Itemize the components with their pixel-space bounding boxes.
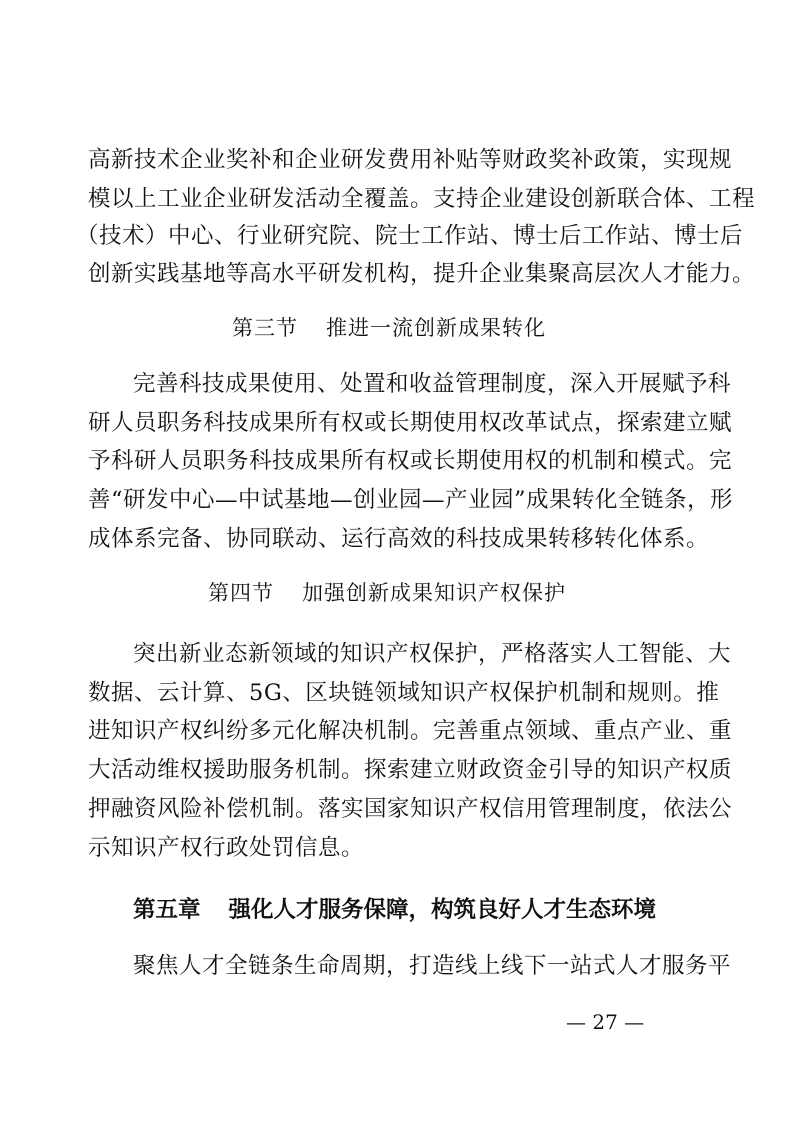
chapter-5-title: 强化人才服务保障，构筑良好人才生态环境 (228, 897, 657, 923)
section-3-title: 推进一流创新成果转化 (326, 316, 546, 340)
paragraph-3-line-2: 数据、云计算、5G、区块链领域知识产权保护机制和规则。推 (88, 680, 720, 706)
chapter-5-heading (133, 896, 656, 924)
section-4-heading (208, 579, 566, 607)
page-number: — 27 — (566, 1010, 645, 1034)
paragraph-1-line-2: 模以上工业企业研发活动全覆盖。支持企业建设创新联合体、工程 (88, 186, 756, 212)
paragraph-3-line-6: 示知识产权行政处罚信息。 (88, 835, 365, 861)
paragraph-1-line-4: 创新实践基地等高水平研发机构，提升企业集聚高层次人才能力。 (88, 261, 756, 287)
section-3-number: 第三节 (232, 316, 298, 340)
paragraph-2-line-3: 予科研人员职务科技成果所有权或长期使用权的机制和模式。完 (88, 448, 733, 474)
paragraph-3-line-1: 突出新业态新领域的知识产权保护，严格落实人工智能、大 (133, 641, 732, 667)
paragraph-2-line-2: 研人员职务科技成果所有权或长期使用权改革试点，探索建立赋 (88, 410, 733, 436)
section-4-title: 加强创新成果知识产权保护 (302, 581, 566, 605)
paragraph-2-line-1: 完善科技成果使用、处置和收益管理制度，深入开展赋予科 (133, 371, 732, 397)
paragraph-3-line-4: 大活动维权援助服务机制。探索建立财政资金引导的知识产权质 (88, 757, 733, 783)
paragraph-1-line-3: （技术）中心、行业研究院、院士工作站、博士后工作站、博士后 (76, 223, 744, 249)
section-3-heading (232, 314, 546, 342)
paragraph-3-line-3: 进知识产权纠纷多元化解决机制。完善重点领域、重点产业、重 (88, 718, 733, 744)
paragraph-4-line-1: 聚焦人才全链条生命周期，打造线上线下一站式人才服务平 (133, 953, 732, 979)
section-4-number: 第四节 (208, 581, 274, 605)
paragraph-3-line-5: 押融资风险补偿机制。落实国家知识产权信用管理制度，依法公 (88, 796, 733, 822)
paragraph-2-line-5: 成体系完备、协同联动、运行高效的科技成果转移转化体系。 (88, 526, 710, 552)
paragraph-1-line-1: 高新技术企业奖补和企业研发费用补贴等财政奖补政策，实现规 (88, 147, 733, 173)
paragraph-2-line-4: 善“研发中心—中试基地—创业园—产业园”成果转化全链条，形 (88, 487, 734, 513)
chapter-5-number: 第五章 (133, 897, 201, 923)
